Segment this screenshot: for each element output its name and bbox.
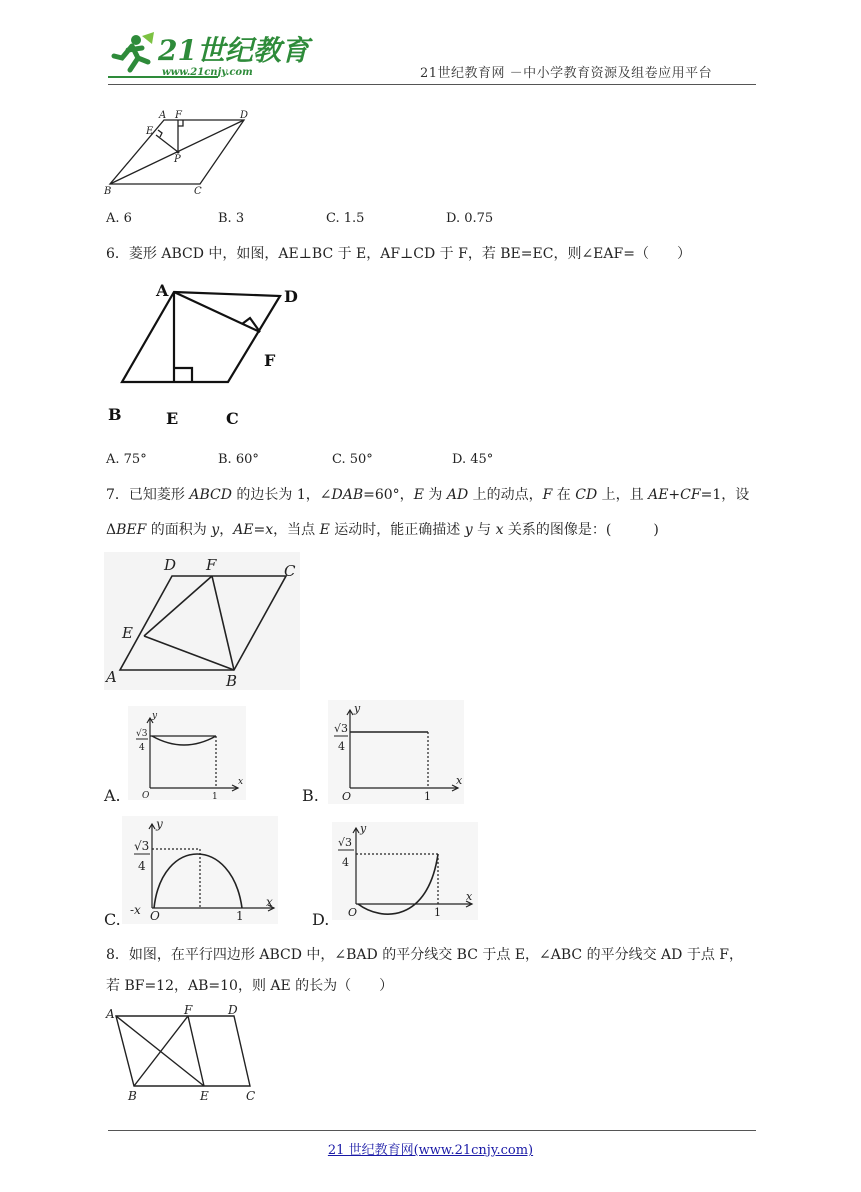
svg-text:O: O	[150, 909, 160, 923]
svg-text:x: x	[238, 777, 244, 787]
svg-text:y: y	[152, 711, 158, 721]
q6-label-d: D	[284, 287, 298, 306]
svg-text:√3: √3	[136, 729, 148, 739]
svg-text:√3: √3	[334, 722, 349, 735]
svg-text:1: 1	[434, 906, 441, 919]
footer-divider	[108, 1130, 756, 1131]
q7-option-a-letter[interactable]: A.	[104, 786, 121, 805]
q6-figure	[104, 278, 314, 434]
q7-figure	[104, 552, 304, 696]
q6-label-b: B	[108, 405, 122, 424]
svg-text:y: y	[354, 702, 361, 715]
svg-text:y: y	[360, 822, 367, 835]
svg-text:1: 1	[236, 909, 244, 923]
svg-text:O: O	[142, 791, 150, 801]
q8-label-e: E	[200, 1089, 209, 1103]
svg-text:x: x	[266, 895, 273, 909]
svg-text:1: 1	[212, 792, 218, 802]
q6-text: 6．菱形 ABCD 中，如图，AE⊥BC 于 E，AF⊥CD 于 F，若 BE=EC，则∠EAF=（ ）	[106, 246, 691, 262]
q7-graph-d[interactable]	[332, 822, 482, 926]
q6-option-c[interactable]: C. 50°	[332, 452, 373, 467]
q6-option-d[interactable]: D. 45°	[452, 452, 494, 467]
svg-text:x: x	[456, 774, 463, 787]
q5-label-e: E	[146, 126, 154, 137]
svg-text:O: O	[342, 790, 352, 803]
q8-text-line1: 8．如图，在平行四边形 ABCD 中，∠BAD 的平分线交 BC 于点 E，∠ABC 的平分线交 AD 于点 F，	[106, 947, 743, 963]
logo-url: www.21cnjy.com	[162, 67, 253, 78]
q8-label-c: C	[246, 1089, 256, 1103]
svg-text:4: 4	[138, 859, 146, 873]
q8-label-a: A	[106, 1007, 115, 1021]
q6-label-f: F	[264, 351, 276, 370]
site-logo	[108, 28, 309, 80]
q8-text-line2: 若 BF=12，AB=10，则 AE 的长为（ ）	[106, 978, 394, 994]
svg-text:4: 4	[139, 743, 145, 753]
header-title: 21世纪教育网 －中小学教育资源及组卷应用平台	[420, 66, 713, 81]
q5-label-d: D	[240, 110, 249, 121]
q7-graph-b[interactable]	[328, 700, 468, 808]
q7-label-b: B	[226, 672, 238, 690]
q5-label-p: P	[174, 154, 181, 165]
q8-label-f: F	[184, 1003, 193, 1017]
q6-label-a: A	[156, 281, 169, 300]
q5-option-d[interactable]: D. 0.75	[446, 211, 494, 226]
q8-label-b: B	[128, 1089, 137, 1103]
svg-text:4: 4	[342, 856, 349, 869]
svg-text:√3: √3	[134, 839, 150, 853]
q5-label-b: B	[104, 186, 112, 197]
q7-option-b-letter[interactable]: B.	[302, 786, 319, 805]
q6-option-a[interactable]: A. 75°	[106, 452, 147, 467]
svg-text:y: y	[156, 817, 163, 831]
svg-text:√3: √3	[338, 836, 353, 849]
q8-figure	[104, 1002, 264, 1110]
svg-text:4: 4	[338, 740, 345, 753]
q7-text-line1: 7．已知菱形 ABCD 的边长为 1，∠DAB=60°，E 为 AD 上的动点，F 在 CD 上，且 AE+CF=1，设	[106, 487, 750, 503]
q5-label-c: C	[194, 186, 202, 197]
q5-figure	[104, 104, 264, 200]
q6-option-b[interactable]: B. 60°	[218, 452, 259, 467]
q7-option-d-letter[interactable]: D.	[312, 910, 330, 929]
q7-label-f: F	[206, 556, 217, 574]
q7-graph-c[interactable]	[122, 816, 282, 930]
svg-text:O: O	[348, 906, 358, 919]
q7-label-e: E	[122, 624, 133, 642]
runner-logo-icon	[114, 32, 154, 70]
q6-label-e: E	[166, 409, 179, 428]
q5-option-a[interactable]: A. 6	[106, 211, 132, 226]
header-divider	[108, 84, 756, 85]
footer-link[interactable]: 21 世纪教育网(www.21cnjy.com)	[327, 1143, 534, 1158]
svg-text:-x: -x	[130, 903, 141, 917]
svg-text:1: 1	[424, 790, 431, 803]
q5-label-a: A	[159, 110, 167, 121]
q8-label-d: D	[228, 1003, 238, 1017]
q6-label-c: C	[226, 409, 239, 428]
q7-label-d: D	[164, 556, 177, 574]
svg-text:x: x	[466, 890, 473, 903]
q7-text-line2: ΔBEF 的面积为 y，AE=x，当点 E 运动时，能正确描述 y 与 x 关系的图像是：( )	[106, 522, 659, 538]
q5-option-c[interactable]: C. 1.5	[326, 211, 365, 226]
q7-option-c-letter[interactable]: C.	[104, 910, 121, 929]
q5-label-f: F	[175, 110, 182, 121]
logo-text: 21世纪教育	[158, 34, 309, 67]
q7-graph-a[interactable]	[128, 706, 248, 804]
q7-label-a: A	[106, 668, 117, 686]
q5-option-b[interactable]: B. 3	[218, 211, 245, 226]
q7-label-c: C	[284, 562, 296, 580]
